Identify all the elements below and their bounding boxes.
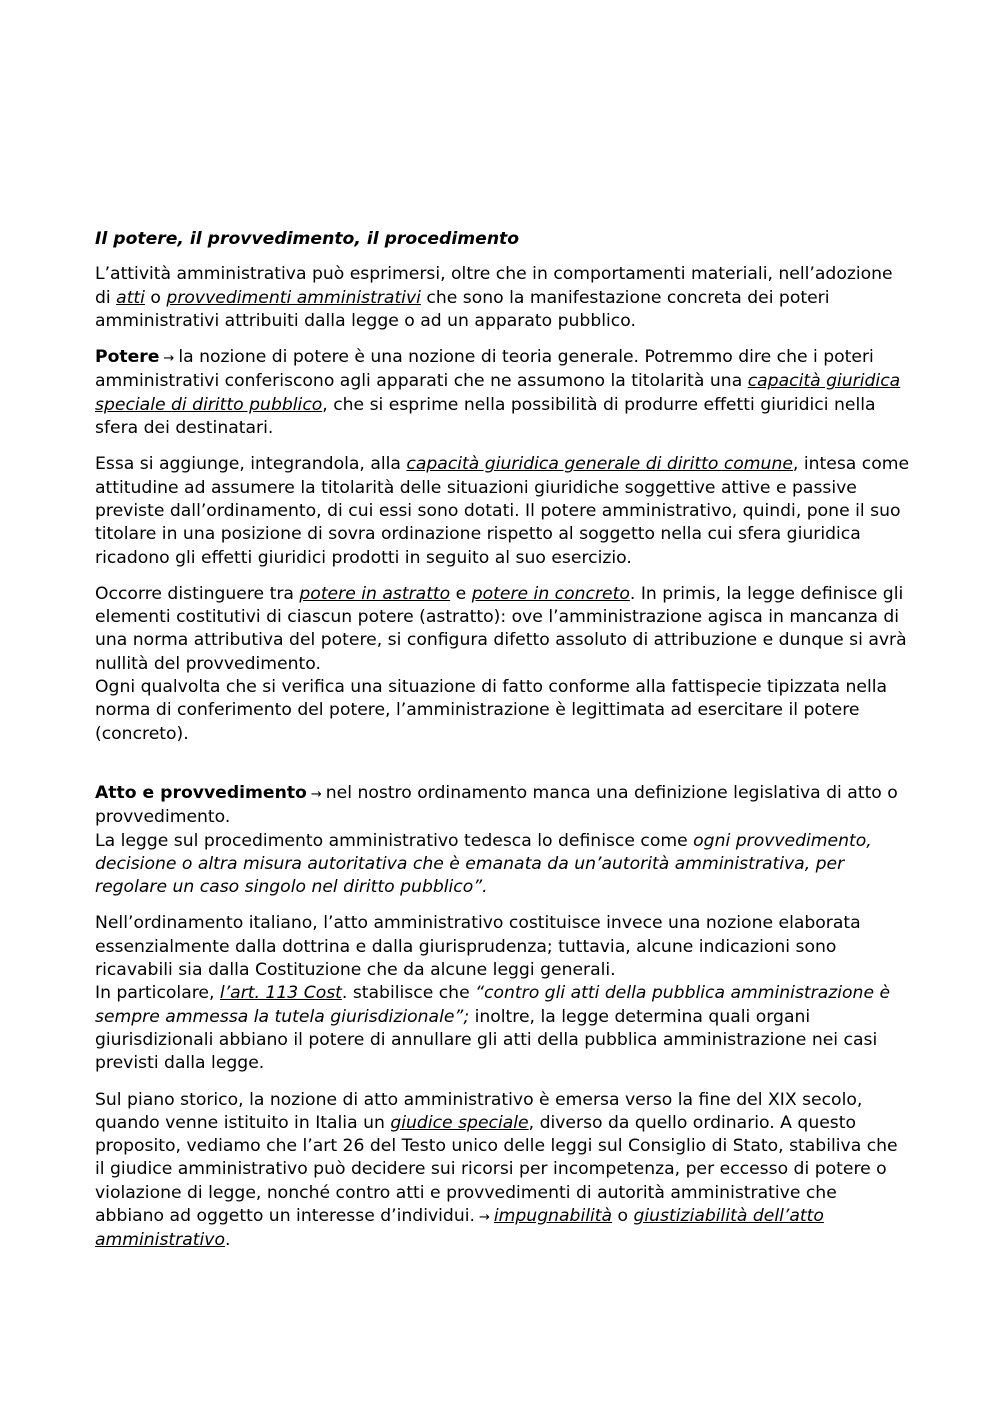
term-potere-astratto: potere in astratto	[299, 583, 451, 604]
paragraph-art-113	[95, 982, 910, 1075]
page-title: Il potere, il provvedimento, il procedimento	[95, 229, 520, 249]
paragraph-potere	[95, 346, 910, 440]
term-impugnabilita: impugnabilità	[493, 1205, 613, 1226]
term-capacita-generale: capacità giuridica generale di diritto comune	[406, 454, 793, 475]
quote-art-113: “contro gli atti della pubblica amministrazione è sempre ammessa la tutela giurisdizionale”;	[95, 983, 891, 1027]
paragraph-atto-provvedimento	[95, 782, 910, 830]
arrow-icon: →	[478, 1209, 490, 1225]
term-art-113: l’art. 113 Cost	[219, 983, 342, 1004]
paragraph-storico	[95, 1089, 910, 1253]
arrow-icon: →	[163, 351, 175, 367]
paragraph-legge-tedesca	[95, 830, 910, 900]
term-giudice-speciale: giudice speciale	[390, 1112, 529, 1133]
text: nel nostro ordinamento manca una definizione legislativa di atto o provvedimento.	[95, 782, 898, 828]
text: o	[612, 1205, 634, 1226]
text: o	[144, 287, 167, 308]
term-atti: atti	[116, 287, 145, 308]
text: . stabilisce che	[341, 983, 476, 1004]
text: la nozione di potere è una nozione di teoria generale. Potremmo dire che i poteri amministrativi conferiscono agli apparati che ne assumono la titolarità una	[95, 347, 874, 392]
text: La legge sul procedimento amministrativo tedesca lo definisce come	[95, 830, 694, 851]
text: e	[450, 583, 472, 604]
text: L’attività amministrativa può esprimersi, oltre che in comportamenti materiali, nell’adozione di	[95, 264, 893, 308]
term-capacita-speciale: capacità giuridica speciale di diritto pubblico	[95, 371, 901, 415]
paragraph-attivita	[95, 263, 910, 333]
text: , diverso da quello ordinario. A questo proposito, vediamo che l’art 26 del Testo unico delle leggi sul Consiglio di Stato, stabiliva che il giudice amministrativo può decidere sui ricorsi per incompetenza, per eccesso di potere o violazione di legge, nonché contro atti e provvedimenti di autorità amministrative che abbiano ad oggetto un interesse d’individui.	[95, 1112, 898, 1226]
document-body	[95, 228, 910, 1266]
text: inoltre, la legge determina quali organi giurisdizionali abbiano il potere di annullare gli atti della pubblica amministrazione nei casi previsti dalla legge.	[95, 1006, 878, 1074]
heading-atto-provvedimento: Atto e provvedimento	[95, 782, 307, 803]
text: . In primis, la legge definisce gli elementi costitutivi di ciascun potere (astratto): ove l’amministrazione agisca in mancanza di una norma attributiva del potere, si configura difetto assoluto di attribuzione e dunque si avrà nullità del provvedimento.	[95, 583, 907, 674]
heading-potere: Potere	[95, 347, 160, 368]
paragraph-qualvolta: Ogni qualvolta che si verifica una situazione di fatto conforme alla fattispecie tipizzata nella norma di conferimento del potere, l’amministrazione è legittimata ad esercitare il potere (concreto).	[95, 677, 888, 744]
text: .	[224, 1230, 231, 1251]
paragraph-ordinamento-italiano: Nell’ordinamento italiano, l’atto amministrativo costituisce invece una nozione elaborata essenzialmente dalla dottrina e dalla giurisprudenza; tuttavia, alcune indicazioni sono ricavabili sia dalla Costituzione che da alcune leggi generali.	[95, 913, 861, 981]
quote-definizione: ogni provvedimento, decisione o altra misura autoritativa che è emanata da un’autorità amministrativa, per regolare un caso singolo nel diritto pubblico”.	[95, 830, 872, 898]
term-provvedimenti-amministrativi: provvedimenti amministrativi	[166, 287, 421, 308]
arrow-icon: →	[310, 786, 322, 802]
text: In particolare,	[95, 983, 220, 1004]
term-giustiziabilita: giustiziabilità dell’atto amministrativo	[95, 1205, 824, 1251]
paragraph-astratto-concreto	[95, 583, 910, 676]
text: , che si esprime nella possibilità di produrre effetti giuridici nella sfera dei destinatari.	[95, 394, 876, 439]
term-potere-concreto: potere in concreto	[471, 583, 630, 604]
text: Sul piano storico, la nozione di atto amministrativo è emersa verso la fine del XIX secolo, quando venne istituito in Italia un	[95, 1089, 863, 1133]
text: Occorre distinguere tra	[95, 583, 300, 604]
text: che sono la manifestazione concreta dei poteri amministrativi attribuiti dalla legge o ad un apparato pubblico.	[95, 287, 830, 331]
text: Essa si aggiunge, integrandola, alla	[95, 454, 407, 475]
text: , intesa come attitudine ad assumere la titolarità delle situazioni giuridiche soggettive attive e passive previste dall’ordinamento, di cui essi sono dotati. Il potere amministrativo, quindi, pone il suo titolare in una posizione di sovra ordinazione rispetto al soggetto nella cui sfera giuridica ricadono gli effetti giuridici prodotti in seguito al suo esercizio.	[95, 454, 910, 568]
paragraph-capacita-generale	[95, 453, 910, 569]
